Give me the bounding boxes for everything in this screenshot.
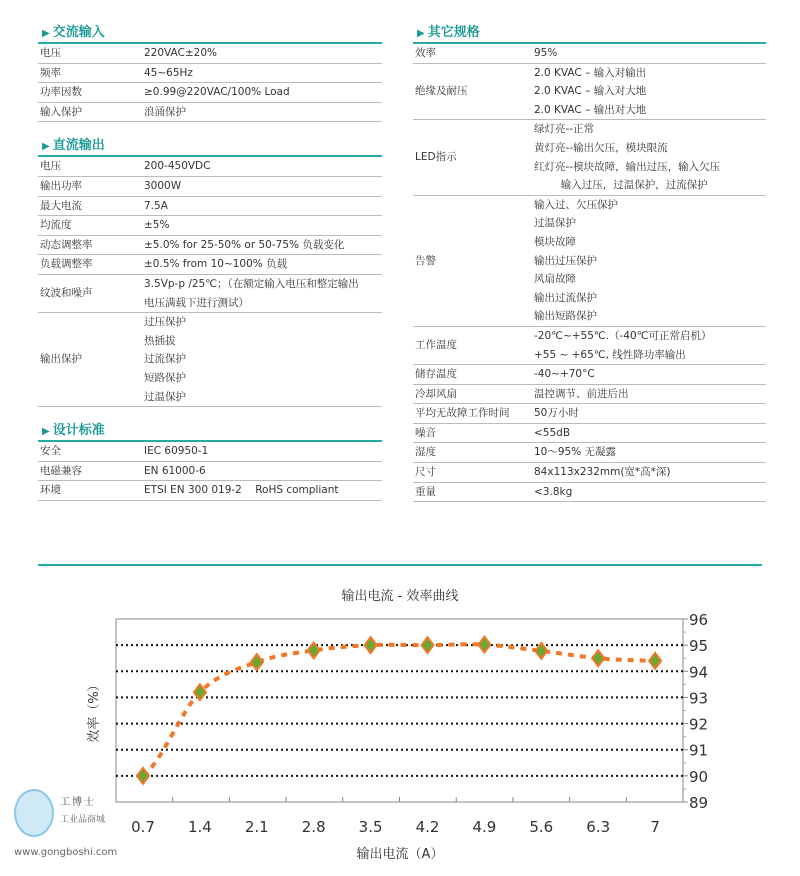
spec-label: 安全 (38, 442, 142, 461)
spec-label: 动态调整率 (38, 235, 142, 255)
spec-value-line: 输出过流保护 (534, 291, 597, 304)
chart-divider (38, 564, 762, 566)
spec-value-line: 短路保护 (144, 371, 186, 384)
spec-row (413, 443, 766, 463)
spec-row (38, 83, 382, 103)
spec-row (413, 482, 766, 502)
spec-label: 工作温度 (413, 326, 532, 364)
spec-row (38, 176, 382, 196)
spec-value-line: 84x113x232mm(宽*高*深) (534, 466, 671, 479)
spec-value (142, 216, 382, 236)
spec-label: 重量 (413, 482, 532, 502)
efficiency-line (143, 644, 655, 776)
x-tick-label: 6.3 (586, 818, 611, 836)
triangle-icon: ▶ (42, 141, 50, 153)
spec-label: 输出保护 (38, 313, 142, 407)
x-axis-label: 输出电流（A） (356, 847, 444, 862)
spec-value-line: <3.8kg (534, 485, 573, 498)
plot-area (116, 619, 683, 802)
spec-row (38, 102, 382, 122)
x-tick-label: 4.2 (415, 818, 440, 836)
spec-value-line: ≥0.99@220VAC/100% Load (144, 86, 290, 99)
spec-row (413, 384, 766, 404)
spec-value-line: 220VAC±20% (144, 47, 218, 59)
spec-value-line: ETSI EN 300 019-2 RoHS compliant (144, 484, 339, 497)
y-axis-label: 效率（%） (87, 678, 102, 743)
spec-value-line: 输出过压保护 (534, 254, 597, 267)
spec-value (532, 63, 766, 120)
spec-value (532, 443, 766, 463)
spec-value-line: 3000W (144, 179, 182, 192)
spec-value (142, 255, 382, 275)
section-header (38, 25, 382, 44)
y-tick-label: 94 (689, 663, 709, 682)
watermark-url: www.gongboshi.com (14, 847, 118, 858)
spec-value (532, 326, 766, 364)
spec-label: 功率因数 (38, 83, 142, 103)
triangle-icon: ▶ (42, 28, 50, 39)
spec-value (532, 120, 766, 195)
spec-value-line: 热插拔 (144, 334, 176, 347)
watermark-sub: 工业品商城 (60, 815, 106, 825)
spec-label: 湿度 (413, 443, 532, 463)
right-spec-column (413, 25, 766, 502)
spec-value-line: 95% (534, 47, 558, 59)
spec-value (142, 63, 382, 83)
spec-value (532, 404, 766, 424)
spec-value (142, 83, 382, 103)
section-title: 其它规格 (427, 25, 480, 40)
spec-label: 储存温度 (413, 365, 532, 385)
spec-value (532, 44, 766, 63)
spec-value (142, 102, 382, 122)
spec-value (142, 461, 382, 481)
y-tick-label: 96 (689, 611, 709, 629)
spec-value (532, 195, 766, 326)
spec-value (142, 274, 382, 312)
spec-value-line: ±0.5% from 10~100% 负载 (144, 258, 288, 271)
x-tick-label: 7 (650, 818, 660, 836)
spec-label: 环境 (38, 481, 142, 501)
spec-value (142, 313, 382, 407)
spec-label: 纹波和噪声 (38, 274, 142, 312)
spec-value-line: ±5% (144, 219, 170, 232)
y-tick-label: 95 (689, 637, 709, 656)
spec-value-line: 输出短路保护 (534, 310, 597, 323)
spec-label: 频率 (38, 63, 142, 83)
spec-value-line: 200-450VDC (144, 160, 211, 173)
spec-value (142, 196, 382, 216)
data-point (649, 653, 661, 669)
spec-label: 尺寸 (413, 463, 532, 483)
watermark-logo (14, 785, 124, 865)
spec-label: 绝缘及耐压 (413, 63, 532, 120)
spec-row (413, 326, 766, 364)
spec-label: 输入保护 (38, 102, 142, 122)
spec-label: 噪音 (413, 423, 532, 443)
spec-value-line: 过流保护 (144, 353, 186, 366)
spec-row (38, 313, 382, 407)
spec-value-line: 3.5Vp-p /25℃；（在额定输入电压和整定输出 (144, 277, 359, 290)
spec-value (532, 384, 766, 404)
spec-label: 冷却风扇 (413, 384, 532, 404)
spec-value-line: -40~+70°C (534, 368, 595, 381)
spec-value (142, 442, 382, 461)
spec-label: 电磁兼容 (38, 461, 142, 481)
spec-value-line: 浪涌保护 (144, 105, 186, 118)
spec-value-line: 输入过压，过温保护，过流保护 (534, 179, 708, 192)
y-tick-label: 90 (689, 767, 709, 786)
spec-value-line: 45~65Hz (144, 66, 193, 79)
spec-row (38, 216, 382, 236)
spec-value-line: ±5.0% for 25-50% or 50-75% 负载变化 (144, 238, 345, 251)
spec-label: 最大电流 (38, 196, 142, 216)
spec-table (38, 157, 382, 407)
spec-value-line: 2.0 KVAC – 输入对大地 (534, 85, 647, 98)
spec-value-line: 过压保护 (144, 316, 186, 329)
spec-row (413, 120, 766, 195)
spec-row (38, 461, 382, 481)
spec-value (532, 365, 766, 385)
x-tick-label: 2.1 (244, 818, 269, 836)
x-tick-label: 4.9 (472, 818, 497, 836)
y-tick-label: 92 (689, 715, 709, 734)
data-point (365, 637, 377, 653)
data-point (137, 768, 149, 784)
y-tick-label: 91 (689, 741, 709, 760)
section-header (413, 25, 766, 44)
y-tick-label: 93 (689, 689, 709, 708)
spec-row (38, 274, 382, 312)
mascot-icon (14, 789, 54, 837)
spec-value-line: -20℃~+55℃.（-40℃可正常启机） (534, 329, 712, 342)
spec-row (38, 63, 382, 83)
spec-row (413, 423, 766, 443)
x-tick-label: 0.7 (131, 818, 155, 836)
spec-row (38, 196, 382, 216)
spec-row (413, 463, 766, 483)
spec-value-line: 50万小时 (534, 407, 579, 420)
spec-label: 负载调整率 (38, 255, 142, 275)
x-tick-label: 1.4 (187, 818, 212, 836)
spec-table (38, 442, 382, 501)
section-header (38, 423, 382, 442)
spec-value-line: 黄灯亮--输出欠压，模块限流 (534, 141, 668, 154)
spec-value (532, 463, 766, 483)
spec-value (142, 481, 382, 501)
spec-row (38, 255, 382, 275)
y-tick-label: 89 (689, 794, 709, 812)
spec-value-line: 输入过、欠压保护 (534, 198, 618, 211)
spec-label: 输出功率 (38, 176, 142, 196)
spec-value-line: 7.5A (144, 199, 168, 212)
spec-label: 告警 (413, 195, 532, 326)
spec-value (142, 235, 382, 255)
spec-label: 均流度 (38, 216, 142, 236)
triangle-icon: ▶ (417, 28, 425, 39)
spec-value-line: +55 ~ +65℃, 线性降功率输出 (534, 348, 686, 361)
section-title: 交流输入 (52, 25, 105, 40)
spec-value-line: 2.0 KVAC – 输出对大地 (534, 103, 647, 116)
section-title: 设计标准 (52, 423, 105, 439)
spec-label: 电压 (38, 44, 142, 63)
spec-row (38, 442, 382, 461)
spec-table (413, 44, 766, 502)
data-point (251, 654, 263, 670)
spec-value (142, 44, 382, 63)
spec-value-line: 温控调节、前进后出 (534, 387, 629, 400)
watermark-brand: 工博士 (60, 797, 96, 808)
spec-row (413, 365, 766, 385)
triangle-icon: ▶ (42, 426, 50, 438)
spec-row (38, 481, 382, 501)
spec-value-line: 风扇故障 (534, 273, 576, 286)
spec-table (38, 44, 382, 122)
spec-row (413, 63, 766, 120)
spec-value (142, 176, 382, 196)
spec-label: LED指示 (413, 120, 532, 195)
spec-value-line: IEC 60950-1 (144, 445, 209, 458)
x-tick-label: 5.6 (529, 818, 554, 836)
chart-title: 输出电流 - 效率曲线 (341, 589, 459, 604)
data-point (422, 637, 434, 653)
section-title: 直流输出 (52, 138, 105, 154)
spec-row (413, 404, 766, 424)
spec-value (142, 157, 382, 176)
spec-row (38, 44, 382, 63)
spec-row (413, 44, 766, 63)
x-tick-label: 3.5 (358, 818, 383, 836)
left-spec-column (38, 25, 382, 501)
data-point (592, 650, 604, 666)
spec-value-line: 绿灯亮--正常 (534, 123, 595, 136)
spec-value-line: 10～95% 无凝露 (534, 446, 617, 459)
spec-value-line: <55dB (534, 426, 571, 439)
spec-row (413, 195, 766, 326)
data-point (478, 637, 490, 653)
spec-value-line: 红灯亮--模块故障，输出过压，输入欠压 (534, 160, 721, 173)
spec-value-line: 过温保护 (144, 390, 186, 403)
spec-value-line: 模块故障 (534, 235, 576, 248)
spec-value-line: 2.0 KVAC – 输入对输出 (534, 66, 647, 79)
spec-label: 平均无故障工作时间 (413, 404, 532, 424)
spec-value (532, 423, 766, 443)
spec-row (38, 157, 382, 176)
spec-value-line: EN 61000-6 (144, 464, 206, 477)
spec-value (532, 482, 766, 502)
spec-row (38, 235, 382, 255)
spec-label: 效率 (413, 44, 532, 63)
section-header (38, 138, 382, 157)
spec-label: 电压 (38, 157, 142, 176)
x-tick-label: 2.8 (301, 818, 326, 836)
spec-value-line: 过温保护 (534, 217, 576, 230)
spec-value-line: 电压满载下进行测试） (144, 296, 249, 309)
